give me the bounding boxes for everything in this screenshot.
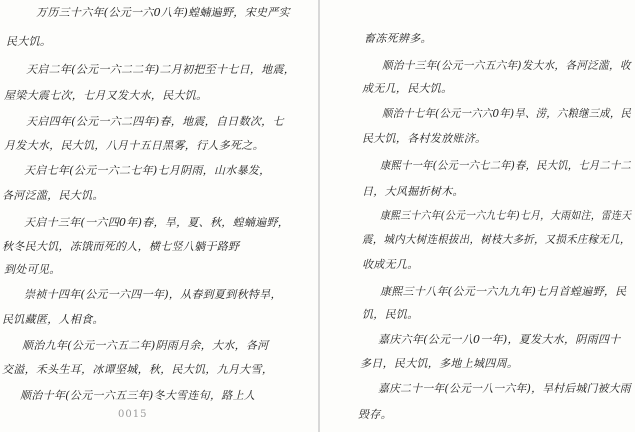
- text-line: 饥，民饥。: [362, 308, 419, 321]
- right-page: [320, 0, 635, 432]
- text-line: 顺治九年(公元一六五二年)阴雨月余，大水，各河: [22, 339, 269, 352]
- text-line: 多日，民大饥，多地上城四周。: [360, 357, 519, 370]
- text-line: 成无几，民大饥。: [362, 82, 453, 95]
- text-line: 嘉庆六年(公元一八0一年)，夏发大水，阴雨四十: [378, 333, 621, 346]
- text-line: 收成无几。: [362, 258, 419, 271]
- text-line: 各河泛滥，民大饥。: [2, 189, 104, 202]
- page-number: 0015: [118, 409, 148, 420]
- text-line: 康熙三十八年(公元一六九九年)七月首蝗遍野，民: [380, 285, 627, 298]
- text-line: 民大饥。: [6, 35, 52, 48]
- text-line: 顺治十年(公元一六五三年)冬大雪连旬，路上人: [20, 389, 256, 402]
- text-line: 康熙十一年(公元一六七二年)春，民大饥，七月二十二: [380, 159, 632, 172]
- text-line: 天启二年(公元一六二二年)二月初把至十七日，地震，: [26, 63, 296, 76]
- text-line: 日，大风掘折树木。: [362, 185, 464, 198]
- text-line: 天启十三年(一六四0年)春，旱，夏、秋，蝗蝻遍野，: [24, 216, 290, 229]
- text-line: 民饥藏匿，人相食。: [2, 313, 104, 326]
- text-line: 毁存。: [358, 408, 392, 421]
- text-line: 崇祯十四年(公元一六四一年)，从春到夏到秋特旱，: [24, 288, 282, 301]
- text-line: 屋梁大震七次，七月又发大水，民大饥。: [4, 89, 208, 102]
- text-line: 天启七年(公元一六二七年)七月阴雨，山水暴发，: [24, 164, 271, 177]
- text-line: 震，城内大树连根拔出，树枝大多折，又损禾庄稼无几，: [362, 233, 631, 246]
- text-line: 顺治十七年(公元一六六0年)旱、涝，六粮继三成，民: [382, 107, 632, 120]
- text-line: 秋冬民大饥，冻饿而死的人，横七竖八躺于路野: [2, 240, 240, 253]
- text-line: 交溢，禾头生耳，冰谭坚城，秋，民大饥，九月大雪，: [2, 363, 274, 376]
- text-line: 月发大水，民大饥，八月十五日黑雾，行人多死之。: [4, 139, 264, 152]
- text-line: 康熙三十六年(公元一六九七年)七月，大雨如注，雷连天: [380, 209, 632, 222]
- text-line: 民大饥，各村发放账济。: [362, 132, 487, 145]
- text-line: 万历三十六年(公元一六0八年)蝗蝻遍野，宋史严实: [36, 6, 290, 19]
- text-line: 嘉庆二十一年(公元一八一六年)，旱村后城门被大雨: [378, 382, 631, 395]
- text-line: 天启四年(公元一六二四年)春，地震，自日数次，七: [26, 115, 284, 128]
- text-line: 顺治十三年(公元一六五六年)发大水，各河泛滥，收: [382, 59, 631, 72]
- text-line: 畜冻死辨多。: [364, 32, 432, 45]
- text-line: 到处可见。: [4, 263, 61, 276]
